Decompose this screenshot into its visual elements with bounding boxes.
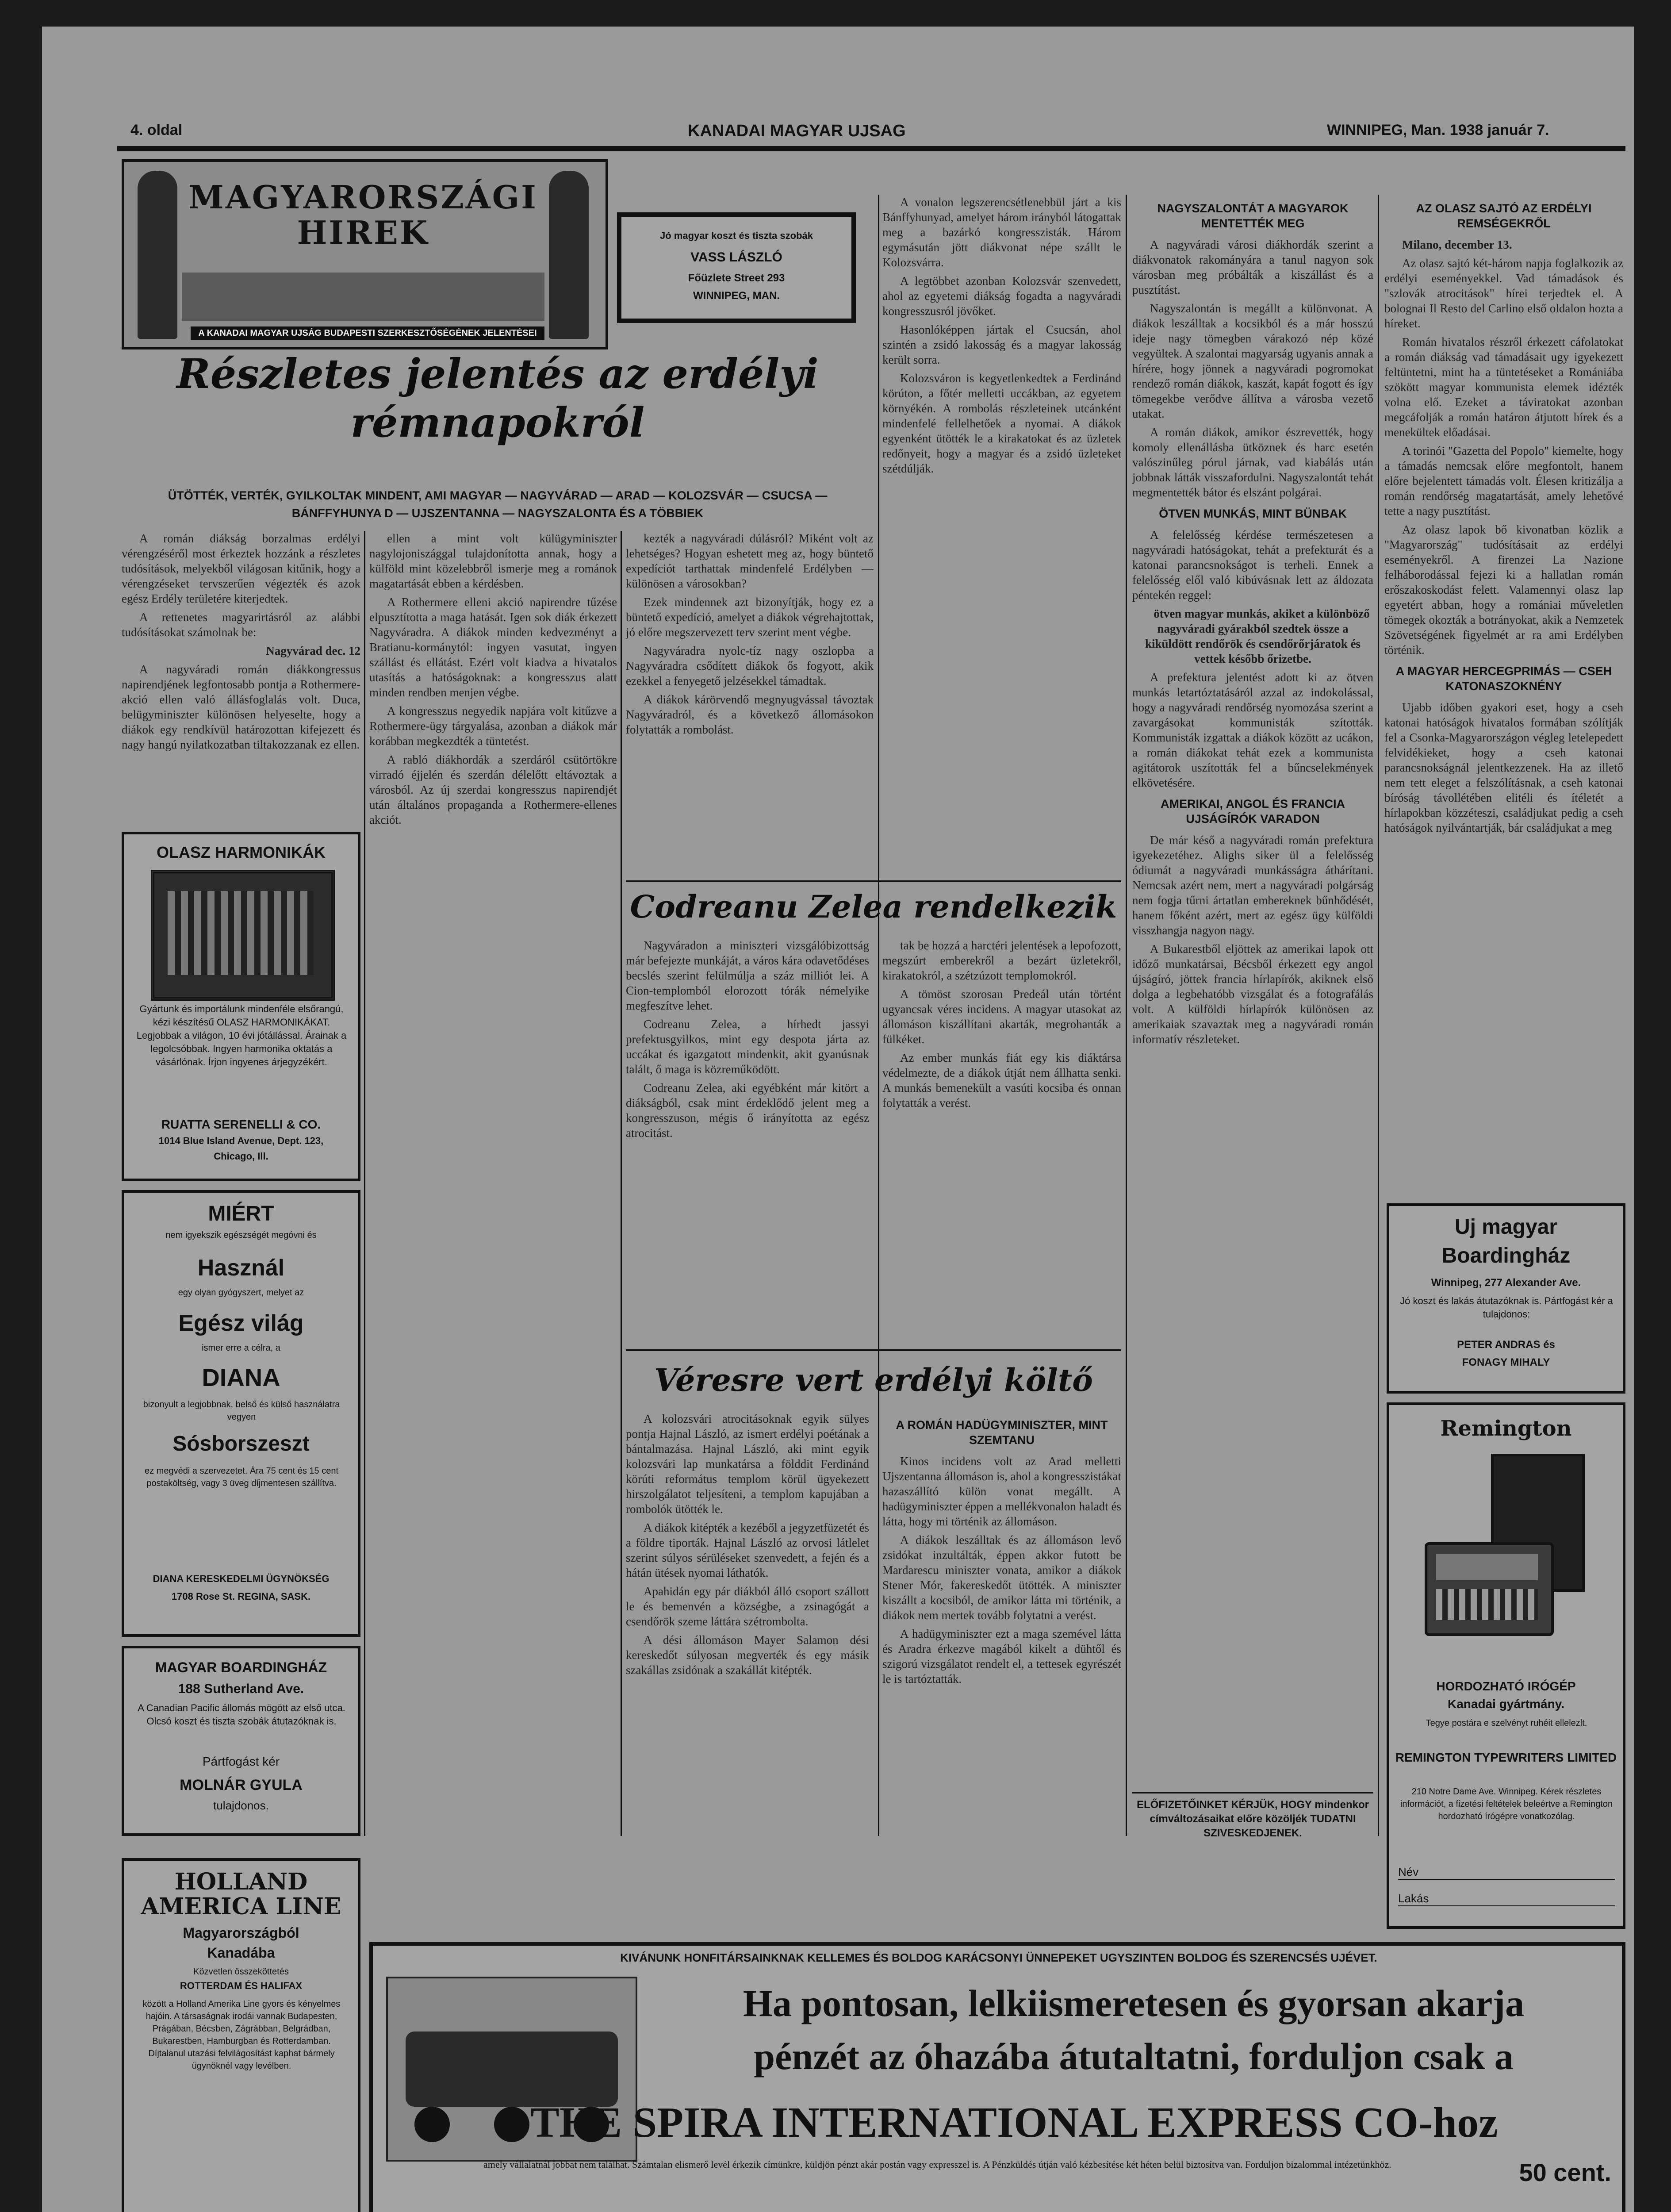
uj-boarding-ad — [1387, 1203, 1625, 1394]
spira-small-text: amely vállalatnál jobbat nem találhat. Számtalan elismerő levél érkezik címünkre, küldjön pénzt akár postán vagy expresszel is. A Pénzküldés útján való kézbesítése két héten belül biztosítva van. Forduljon bizalommal intézetünkhöz. — [483, 2159, 1391, 2170]
harmonika-title: OLASZ HARMONIKÁK — [157, 843, 326, 861]
remington-company: REMINGTON TYPEWRITERS LIMITED — [1395, 1751, 1617, 1764]
uj-boarding-owner-2: FONAGY MIHALY — [1462, 1356, 1550, 1368]
diana-company: DIANA KERESKEDELMI ÜGYNÖKSÉG — [153, 1573, 330, 1584]
subscriber-notice: ELŐFIZETŐINKET KÉRJÜK, HOGY mindenkor címváltozásaikat előre közöljék TUDATNI SZIVESKEDJENEK. — [1132, 1792, 1373, 1840]
harmonika-address: 1014 Blue Island Avenue, Dept. 123, — [158, 1135, 324, 1146]
paragraph: A legtöbbet azonban Kolozsvár szenvedett, ahol az egyetemi diákság fogadta a nagyváradi kongresszusról jövőket. — [882, 274, 1121, 318]
paragraph: Az olasz lapok bő kivonatban közlik a "Magyarország" tudósításait az erdélyi eseményekről. A firenzei La Nazione felháborodással fejezi ki a hallatlan román erőszakoskodást felett. Valamennyi olasz lap egyetért abban, hogy a romániai műveletlen tömegek okozták a botrányokat, akik a Nemzetek Szövetségének figyelmét ar ra ami Erdélyben történik. — [1384, 523, 1623, 657]
uj-boarding-address: Winnipeg, 277 Alexander Ave. — [1431, 1277, 1581, 1289]
paragraph: De már késő a nagyváradi román prefektura igyekezetéhez. Alighs siker ül a felelősség ódiumát a nagyváradi munkásságra áthárítani. Nemcsak azért nem, mert a nagyváradi polgárság nem fogja tűrni ártatlan embereknek bűnhődését, hanem főként azért, mert az egész ügy külföldi visszhangja nagyon nagy. — [1132, 833, 1373, 937]
col5-article — [1132, 195, 1373, 1836]
koltot-left — [626, 1411, 869, 1836]
paragraph: A nagyváradi román diákkongressus napirendjének legfontosabb pontja a Rothermere-akció ellen való állásfoglalás volt. Duca, belügyminiszter különösen helyeselte, hogy a diákok egy rendkívül határozottan kifejezett és nagy hangú nyilatkozatban tiltakozzanak ez ellen. — [122, 663, 360, 751]
newspaper-page — [42, 27, 1634, 2212]
boarding-ad — [122, 1646, 360, 1836]
remington-address-field — [1398, 1892, 1615, 1906]
column-rule — [364, 531, 365, 1836]
hirek-subtitle: A KANADAI MAGYAR UJSÁG BUDAPESTI SZERKESZTŐSÉGÉNEK JELENTÉSEI — [191, 326, 544, 340]
paragraph: A rettenetes magyarirtásról az alábbi tudósításokat számolnak be: — [122, 611, 360, 639]
paragraph: A torinói "Gazetta del Popolo" kiemelte, hogy a támadás nemcsak előre megfontolt, hanem előre bejelentett támadás volt. Élesen kritizálja a román rendőrség magatartását, amely lehetővé tette a nagy pusztítást. — [1384, 444, 1623, 518]
accordion-bellows-icon — [168, 891, 314, 975]
remington-address: 210 Notre Dame Ave. Winnipeg. Kérek részletes információt, a fizetési feltételek beleértve a Remington hordozható írógépre vonatkozólag. — [1400, 1787, 1613, 1821]
paragraph: A diákok leszálltak és az állomáson levő zsidókat inzultálták, éppen akkor futott be Mardarescu miniszter vonata, amikor a diákok Stener Mór, fakereskedőt ütötték. A miniszter kiszállt a kocsiból, de amikor látta mi történik, a diákok nem mertek tovább folytatni a verést. — [882, 1533, 1121, 1622]
diana-line-3: Használ — [197, 1255, 285, 1281]
diana-line-10: ez megvédi a szervezetet. Ára 75 cent és 15 cent postaköltség, vagy 3 üveg díjmentesen szállítva. — [144, 1466, 339, 1488]
paragraph: Ezek mindennek azt bizonyítják, hogy ez a büntető expedíció, amelyet a diákok végrehajtottak, jó előre megszervezett terv szerint ment végbe. — [626, 595, 874, 639]
diana-line-8: bizonyult a legjobbnak, belső és külső használatra vegyen — [143, 1400, 340, 1422]
paragraph: A Bukarestből eljöttek az amerikai lapok ott időző munkatársai, Bécsből érkezett egy angol újságíró, jöttek francia hírlapírók, akiknek első dolga a legbehatóbb vizsgálat és a fotografálás volt. A külföldi hírlapírók különösen az amerikaiak szavaztak meg a nagyváradi román informatív részleteket. — [1132, 942, 1373, 1046]
col4-article — [882, 195, 1121, 876]
paragraph: Ujabb időben gyakori eset, hogy a cseh katonai hatóságok hivatalos formában szólítják fel a Csonka-Magyarországon végleg letelepedett felvidékieket, hogy a cseh katonai parancsnokságnál jelentkezzenek. Ha az illető nem tett eleget a felszólításnak, a cseh katonai bíróság távollétében elitéli és ítéletét a hírlapokban közzéteszi, családjukat pedig a cseh hatóságok nyilvántartják, bár családjukat a meg — [1384, 701, 1623, 834]
figure-right-icon — [549, 171, 589, 339]
paragraph: A rabló diákhordák a szerdáról csütörtökre virradó éjjelén és szerdán délelőtt eltávoztak a városból. Az új szerdai kongresszus napirendjét után általános propaganda a Rothermere-ellenes akciót. — [369, 753, 617, 826]
paper-title: KANADAI MAGYAR UJSAG — [688, 122, 906, 140]
vass-tagline: Jó magyar koszt és tiszta szobák — [659, 230, 813, 241]
paragraph: Román hivatalos részről érkezett cáfolatokat a román diákság vad támadásait ugy igyekezett feltüntetni, mint ha a tüntetéseket a Romániába szökött magyar kommunista elemek idézték volna elő. Ezeket a táviratokat azonban megcáfolják a román határon átjutott hírek és a menekültek előadásai. — [1384, 335, 1623, 439]
column-rule — [1126, 195, 1127, 1836]
hercegprimas-subhead: A MAGYAR HERCEGPRIMÁS — CSEH KATONASZOKNÉNY — [1395, 664, 1612, 693]
paragraph: A kongresszus negyedik napjára volt kitűzve a Rothermere-ügy tárgyalása, azonban a diákok már korábban megkezdték a tüntetést. — [369, 704, 617, 748]
main-headline: Részletes jelentés az erdélyi rémnapokról — [176, 350, 819, 446]
locomotive-icon — [406, 2032, 618, 2107]
paragraph: Kinos incidens volt az Arad melletti Ujszentanna állomáson is, ahol a kongresszistákat hazaszállító külön vonat megállt. A hadügyminiszter éppen a mellékvonalon haladt és látta, hogy mi történik az állomáson. — [882, 1455, 1121, 1528]
uj-boarding-text: Jó koszt és lakás átutazóknak is. Pártfogást kér a tulajdonos: — [1400, 1295, 1613, 1320]
paragraph: A Rothermere elleni akció napirendre tűzése elpusztította a maga hatását. Igen sok diák érkezett Nagyváradra. A diákok minden kedvezményt a Bratianu-kormánytól: ingyen vasutat, ingyen szállást és ellátást. Ezért volt kiadva a hivatalos utasítás a hatóságoknak: a kongresszus alatt minden rendben menjen végbe. — [369, 595, 617, 699]
remington-ad — [1387, 1402, 1625, 1929]
holland-america-ad — [122, 1858, 360, 2212]
main-article-col2 — [369, 531, 617, 1079]
holland-logo: HOLLAND AMERICA LINE — [141, 1868, 341, 1920]
paragraph: A dési állomáson Mayer Salamon dési kereskedőt súlyosan megverték és egy másik szakállas zsidónak a szakállát kitépték. — [626, 1633, 869, 1677]
spira-company-line: THE SPIRA INTERNATIONAL EXPRESS CO-hoz — [530, 2099, 1498, 2147]
remington-name-label: Név — [1398, 1865, 1419, 1878]
vass-city: WINNIPEG, MAN. — [693, 290, 780, 302]
koltot-headline: Véresre vert erdélyi költő — [654, 1362, 1093, 1398]
vass-address: Főüzlete Street 293 — [688, 272, 785, 284]
boarding-owner-title: tulajdonos. — [213, 1799, 269, 1812]
dateline: WINNIPEG, Man. 1938 január 7. — [1327, 122, 1549, 138]
paragraph: Nagyváradon a miniszteri vizsgálóbizottság már befejezte munkáját, a város kára odavetődéses becslés szerint felülmúlja a száz milliót lei. A Cion-templomból elorozott tórák némelyike megfeszítve lehet. — [626, 939, 869, 1012]
olasz-sajto-subhead: AZ OLASZ SAJTÓ AZ ERDÉLYI REMSÉGEKRŐL — [1416, 202, 1592, 230]
column-rule — [1378, 195, 1379, 1836]
paragraph: A román diákok, amikor észrevették, hogy komoly ellenállásba ütköznek és harc esetén valószinűleg pórul járnak, vad kiabálás után jobbnak látták visszafordulni. Nagyszalontát tehát megmentették bátor és elszánt polgárai. — [1132, 426, 1373, 499]
typewriter-illustration — [1425, 1454, 1588, 1666]
paragraph: A hadügyminiszter ezt a maga szemével látta és Aradra érkezve magából kikelt a dühtől és szigorú vizsgálatot rendelt el, a tettesek egyrészét le is tartóztatták. — [882, 1627, 1121, 1686]
paragraph: Az ember munkás fiát egy kis diáktársa védelmezte, de a diákok útját nem állhatta senki. A munkás bemenekült a vasúti kocsiba és onnan folytatták a verést. — [882, 1051, 1121, 1110]
holland-text: között a Holland Amerika Line gyors és kényelmes hajóin. A társaságnak irodái vannak Budapesten, Prágában, Bécsben, Zágrábban, Belgrádban, Bukarestben, Hamburgban és Rotterdamban. Díjtalanul utazási felvilágosítást kaphat bármely ügynöknél vagy levélben. — [142, 1999, 341, 2071]
paragraph: kezték a nagyváradi dúlásról? Miként volt az lehetséges? Hogyan eshetett meg az, hogy büntető expedíciót tarthattak mindenfelé Erdélyben — különösen a városokban? — [626, 532, 874, 590]
column-rule — [878, 195, 879, 1836]
paragraph: Kolozsváron is kegyetlenkedtek a Ferdinánd körúton, a főtér melletti uccákban, az egyetem környékén. A rombolás részleteinek utcánként mindenfelé fellelhetőek a nyomai. A diákok egyenként ütötték le a kirakatokat és az üzletek redőnyeit, hogy a magyar és a zsidó üzleteket szétdúlják. — [882, 372, 1121, 475]
codreanu-headline: Codreanu Zelea rendelkezik — [630, 888, 1117, 925]
boarding-title: MAGYAR BOARDINGHÁZ — [155, 1659, 327, 1675]
spira-banner: KIVÁNUNK HONFITÁRSAINKNAK KELLEMES ÉS BOLDOG KARÁCSONYI ÜNNEPEKET UGYSZINTEN BOLDOG ÉS SZERENCSÉS UJÉVET. — [620, 1951, 1377, 1964]
paragraph: tak be hozzá a harctéri jelentések a lepofozott, megszúrt emberekről a bezárt üzletekről, kirakatokról, a szétzúzott templomokról. — [882, 939, 1121, 982]
diana-line-5: Egész világ — [178, 1310, 304, 1336]
diana-ad — [122, 1190, 360, 1637]
boarding-address: 188 Sutherland Ave. — [178, 1682, 304, 1696]
harmonika-city: Chicago, Ill. — [214, 1151, 268, 1162]
vass-name: VASS LÁSZLÓ — [690, 250, 782, 265]
paragraph: Hasonlóképpen jártak el Csucsán, ahol szintén a zsidó lakosság és a magyar lakosság került sorra. — [882, 323, 1121, 366]
column-rule — [621, 531, 622, 1836]
uj-boarding-owner-1: PETER ANDRAS és — [1457, 1339, 1555, 1351]
remington-title: Remington — [1440, 1416, 1572, 1441]
dateline-nagyvarad: Nagyvárad dec. 12 — [266, 644, 360, 657]
paragraph: A kolozsvári atrocitásoknak egyik sülyes pontja Hajnal László, az ismert erdélyi poétának a bántalmazása. Hajnal László, aki mint egyik kolozsvári lap munkatársa a földdit Ferdinánd körúti református templom körül ügyekezett hirszolgálatot teljesíteni, a templom kapujában a rombolók ütötték le. — [626, 1412, 869, 1516]
ujsagirok-subhead: AMERIKAI, ANGOL ÉS FRANCIA UJSÁGÍRÓK VARADON — [1160, 797, 1345, 826]
remington-text: Tegye postára e szelvényt ruhéit ellelezlt. — [1426, 1718, 1587, 1728]
holland-line-4: ROTTERDAM ÉS HALIFAX — [180, 1980, 303, 1991]
codreanu-left — [626, 938, 869, 1345]
paragraph: Codreanu Zelea, a hírhedt jassyi prefektusgyilkos, mint egy despota járta az uccákat és igazgatott mindenkit, akit gyanúsnak talált, ő maga is közreműködött. — [626, 1018, 869, 1076]
harmonika-text: Gyártunk és importálunk mindenféle elsőrangú, kézi készítésű OLASZ HARMONIKÁKAT. Legjobbak a világon, 10 évi jótállással. Árainak a legolcsóbbak. Ingyen harmonika oktatás a vásárlónak. Írjon ingyenes árjegyzékért. — [136, 1003, 347, 1068]
typewriter-keys-icon — [1436, 1589, 1538, 1620]
otven-munkas-subhead: ÖTVEN MUNKÁS, MINT BÜNBAK — [1159, 507, 1347, 520]
paragraph: Az olasz sajtó két-három napja foglalkozik az erdélyi eseményekkel. Vad támadások és "szlovák atrocitások" hírei terjedtek el. A bolognai Il Resto del Carlino első oldalon hozta a híreket. — [1384, 257, 1623, 330]
harmonika-company: RUATTA SERENELLI & CO. — [161, 1118, 321, 1131]
paragraph: A felelősség kérdése természetesen a nagyváradi hatóságokat, tehát a prefekturát és a katonai parancsnokságot is terheli. Ennek a felelősség elől való kibúvásnak lett az áldozata péntekén reggel: — [1132, 528, 1373, 602]
hirek-title: MAGYARORSZÁGI HIREK — [188, 178, 538, 251]
paragraph: ellen a mint volt külügyminiszter nagylojoniszággal tulajdonította annak, hogy a külföld mint közelebbről ismerje meg a románok magatartását ebben a kérdésben. — [369, 532, 617, 590]
paragraph: A nagyváradi városi diákhordák szerint a diákvonatok rakományára a tanul nagyon sok városban meg próbálták a kiszállást és a pusztítást. — [1132, 238, 1373, 296]
col6-article — [1384, 195, 1623, 1194]
uj-boarding-line-2: Boardingház — [1441, 1244, 1571, 1267]
diana-line-6: ismer erre a célra, a — [202, 1343, 280, 1353]
hirek-box — [122, 159, 608, 349]
boarding-text: A Canadian Pacific állomás mögött az első utca. Olcsó koszt és tiszta szobák átutazóknak is. — [138, 1702, 345, 1727]
main-article-col1 — [122, 531, 360, 823]
paragraph: A román diákság borzalmas erdélyi vérengzéséről most érkeztek hozzánk a részletes tudósítások, melyekből világosan kitűnik, hogy a vérengzéseket tervszerűen végezték és azok egész Erdély területére kiterjedtek. — [122, 532, 360, 605]
koltot-right — [882, 1411, 1121, 1836]
minister-subhead: A ROMÁN HADÜGYMINISZTER, MINT SZEMTANU — [896, 1418, 1108, 1447]
masthead-rule — [117, 146, 1625, 151]
diana-line-4: egy olyan gyógyszert, melyet az — [178, 1288, 304, 1298]
diana-line-2: nem igyekszik egészségét megóvni és — [165, 1230, 317, 1240]
remington-address-label: Lakás — [1398, 1892, 1429, 1905]
accordion-illustration — [151, 870, 335, 1001]
holland-line-1: Magyarországból — [183, 1925, 299, 1941]
paragraph: ötven magyar munkás, akiket a különböző nagyváradi gyárakból szedtek össze a kiküldött rendőrök és csendőrőrjáratok és vettek később őrizetbe. — [1145, 607, 1370, 665]
spira-line-2: pénzét az óhazába átutaltatni, forduljon csak a — [754, 2035, 1514, 2078]
paragraph: A tömöst szorosan Predeál után történt ugyancsak véres incidens. A magyar utasokat az állomáson kiszállítani akarták, megrohanták a fülkéket. — [882, 987, 1121, 1046]
paragraph: Codreanu Zelea, aki egyébként már kitört a diákságból, csak mint érdeklődő jelent meg a kongresszuson, mégis ő irányította az egész atrocitást. — [626, 1081, 869, 1140]
paragraph: Milano, december 13. — [1402, 238, 1512, 251]
diana-line-9: Sósborszeszt — [172, 1432, 310, 1455]
page-number: 4. oldal — [130, 122, 183, 138]
wheel-icon — [414, 2107, 450, 2142]
diana-line-1: MIÉRT — [208, 1202, 274, 1225]
main-deck: ÜTÖTTÉK, VERTÉK, GYILKOLTAK MINDENT, AMI MAGYAR — NAGYVÁRAD — ARAD — KOLOZSVÁR — CSUCSA — BÁNFFYHUNYA D — UJSZENTANNA — NAGYSZALONTA ÉS A TÖBBIEK — [168, 489, 828, 520]
remington-sub: Kanadai gyártmány. — [1447, 1697, 1565, 1711]
holland-line-3: Közvetlen összeköttetés — [193, 1967, 289, 1977]
remington-name-field — [1398, 1865, 1615, 1880]
harmonika-ad — [122, 832, 360, 1181]
section-rule — [626, 1349, 1121, 1351]
figure-left-icon — [138, 171, 177, 339]
typewriter-roller-icon — [1436, 1554, 1538, 1580]
main-article-col3 — [626, 531, 874, 876]
boarding-prompt: Pártfogást kér — [202, 1755, 280, 1768]
paragraph: A vonalon legszerencsétlenebbül járt a kis Bánffyhunyad, amelyet három irányból látogattak meg a bazárkó kongresszisták. Három egymásután jött diákvonat népe szállt le Kolozsvárra. — [882, 196, 1121, 269]
paragraph: Apahidán egy pár diákból álló csoport szállott le és bemenvén a községbe, a zsinagógát a csendőrök szeme láttára szétrombolta. — [626, 1585, 869, 1628]
diana-brand: DIANA — [202, 1363, 280, 1391]
remington-head: HORDOZHATÓ IRÓGÉP — [1436, 1679, 1576, 1693]
paragraph: A diákok kárörvendő megnyugvással távoztak Nagyváradról, és a következő állomásokon folytatták a rombolást. — [626, 693, 874, 736]
uj-boarding-line-1: Uj magyar — [1454, 1215, 1558, 1239]
paragraph: Nagyszalontán is megállt a különvonat. A diákok leszálltak a kocsikból és a már hosszú ideje nagy tömegben várakozó nép közé vegyültek. A szalontai magyarság ugyanis annak a hírére, hogy jönnek a nagyváradi pogromokat rendező román diákok, kaszát, kapát fogott és így tömegekbe verődve állítva a városba vezető utakat. — [1132, 302, 1373, 420]
spira-price: 50 cent. — [1519, 2158, 1611, 2186]
vass-ad — [617, 212, 856, 323]
diana-address: 1708 Rose St. REGINA, SASK. — [171, 1591, 311, 1602]
section-rule — [626, 880, 1121, 882]
boarding-owner: MOLNÁR GYULA — [180, 1777, 303, 1793]
skyline-illustration — [182, 273, 544, 321]
paragraph: A diákok kitépték a kezéből a jegyzetfüzetét és a földre tiporták. Hajnal László az orvosi látlelet szerint súlyos sérüléseket szenvedett, a fején és a hátán ütések nyomai láthatók. — [626, 1521, 869, 1579]
paragraph: A prefektura jelentést adott ki az ötven munkás letartóztatásáról azzal az indokolással, hogy a nagyváradi rendőrség nyomozása szerint a zavargásokat kommunisták szították. Kommunisták izgattak a diákok között az ucákon, a román diákokat tehát ezek a kommunista agitátorok uszították fel a bűncselekmények elkövetésére. — [1132, 671, 1373, 789]
spira-ad — [369, 1942, 1625, 2212]
holland-line-2: Kanadába — [207, 1945, 275, 1961]
typewriter-icon — [1425, 1542, 1554, 1636]
szalonta-subhead: NAGYSZALONTÁT A MAGYAROK MENTETTÉK MEG — [1157, 202, 1349, 230]
spira-line-1: Ha pontosan, lelkiismeretesen és gyorsan akarja — [743, 1982, 1525, 2024]
codreanu-right — [882, 938, 1121, 1345]
paragraph: Nagyváradra nyolc-tíz nagy oszlopba a Nagyváradra csődített diákok ős fogyott, akik ezekkel a fenyegető jelzésekkel támadtak. — [626, 644, 874, 687]
